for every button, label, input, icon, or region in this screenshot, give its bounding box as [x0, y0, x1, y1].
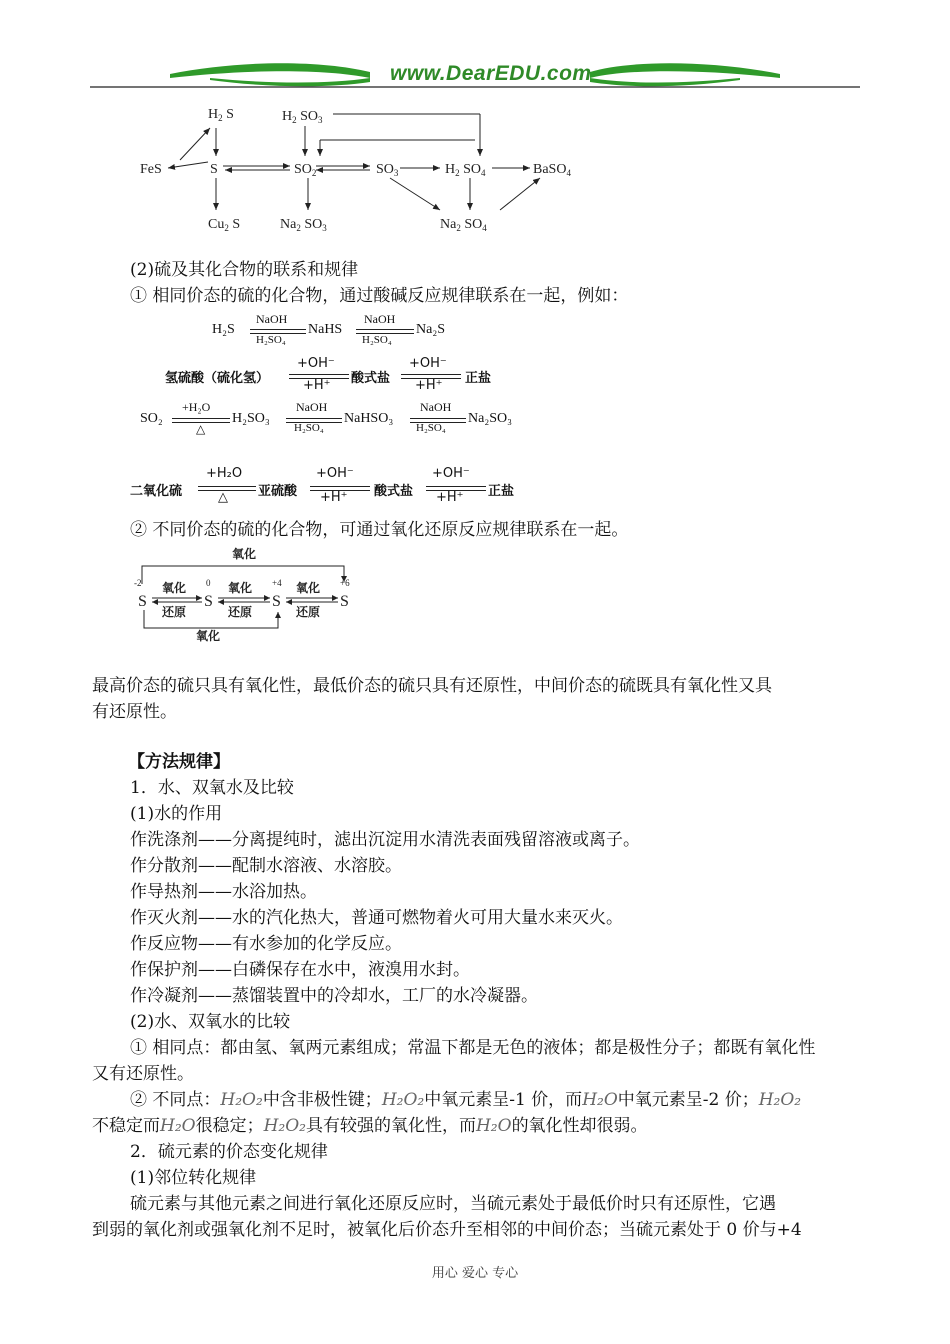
- svg-text:氧化: 氧化: [162, 581, 187, 595]
- sulfur-network-diagram: [130, 98, 600, 238]
- diagram-node-na2so4: [440, 217, 487, 233]
- diagram-arrows: [168, 114, 540, 210]
- svg-text:S: S: [272, 593, 281, 610]
- method-subheading-compare: (2)水、双氧水的比较: [130, 1012, 291, 1032]
- equation-hydrosulfuric: 氢硫酸（硫化氢） +OH⁻ +H⁺ 酸式盐 +OH⁻ +H⁺ 正盐: [165, 356, 492, 393]
- list-item: 作冷凝剂——蒸馏装置中的冷却水，工厂的水冷凝器。: [130, 986, 538, 1006]
- svg-text:H2 S: $H_2$ S: [208, 107, 234, 123]
- svg-text:S: S: [210, 162, 218, 177]
- method-subheading-water: (1)水的作用: [130, 804, 223, 824]
- adjacent-rule-line-1: 硫元素与其他元素之间进行氧化还原反应时，当硫元素处于最低价时只有还原性，它遇: [130, 1194, 776, 1214]
- svg-text:H2 SO3: $H_2$ $SO_3$: [282, 109, 323, 125]
- svg-text:氧化: 氧化: [196, 629, 221, 643]
- svg-text:FeS: FeS: [140, 162, 162, 177]
- svg-text:-2: -2: [134, 578, 142, 588]
- diagram-node-s: [210, 162, 218, 177]
- diff-points-line-1: ② 不同点：H₂O₂中含非极性键；H₂O₂中氧元素呈-1 价，而H₂O中氧元素呈-2 价；H₂O₂: [130, 1090, 802, 1110]
- svg-text:+6: +6: [340, 578, 350, 588]
- svg-text:S: S: [340, 593, 349, 610]
- adjacent-rule-line-2: 到弱的氧化剂或强氧化剂不足时，被氧化后价态升至相邻的中间价态；当硫元素处于 0 价与+4: [92, 1220, 802, 1240]
- diagram-node-h2so3: [282, 109, 323, 125]
- list-item: 作导热剂——水浴加热。: [130, 882, 317, 902]
- list-item: 作分散剂——配制水溶液、水溶胶。: [130, 856, 402, 876]
- svg-text:0: 0: [206, 578, 211, 588]
- same-points-line-1: ① 相同点：都由氢、氧两元素组成；常温下都是无色的液体；都是极性分子；都既有氧化性: [130, 1038, 816, 1058]
- diagram-node-baso4: [533, 162, 571, 178]
- svg-text:Cu2 S: $Cu_2$ S: [208, 217, 241, 233]
- method-title: 【方法规律】: [128, 752, 230, 772]
- summary-line-1: 最高价态的硫只具有氧化性，最低价态的硫只具有还原性，中间价态的硫既具有氧化性又具: [92, 676, 772, 696]
- svg-text:H2 SO4: $H_2$ $SO_4$: [445, 162, 486, 178]
- svg-text:氧化: 氧化: [296, 581, 321, 595]
- list-item: 作反应物——有水参加的化学反应。: [130, 934, 402, 954]
- equation-so2: SO₂ +H₂O △ H₂SO₃ NaOH H₂SO₄ NaHSO₃ NaOH H₂SO₄ Na₂SO₃: [140, 400, 512, 436]
- method-heading-2: 2．硫元素的价态变化规律: [130, 1142, 328, 1162]
- diagram-node-so3: [376, 162, 399, 178]
- equation-h2s: H₂S NaOH H₂SO₄ NaHS NaOH H₂SO₄ Na₂S: [212, 312, 445, 346]
- list-item: 作保护剂——白磷保存在水中，液溴用水封。: [130, 960, 470, 980]
- svg-text:还原: 还原: [296, 605, 321, 619]
- page-footer: 用心 爱心 专心: [431, 1266, 519, 1281]
- svg-text:Na2 SO4: $Na_2$ $SO_4$: [440, 217, 487, 233]
- svg-text:S: S: [138, 593, 147, 610]
- diagram-node-na2so3: [280, 217, 327, 233]
- list-item: 作灭火剂——水的汽化热大，普通可燃物着火可用大量水来灭火。: [130, 908, 623, 928]
- equation-sulfur-dioxide: 二氧化硫 +H₂O △ 亚硫酸 +OH⁻ +H⁺ 酸式盐 +OH⁻ +H⁺ 正盐: [130, 466, 515, 505]
- method-heading-1: 1．水、双氧水及比较: [130, 778, 294, 798]
- svg-text:S: S: [204, 593, 213, 610]
- summary-line-2: 有还原性。: [92, 702, 177, 722]
- svg-text:还原: 还原: [228, 605, 253, 619]
- paragraph-same-valence: ① 相同价态的硫的化合物，通过酸碱反应规律联系在一起，例如：: [130, 286, 629, 306]
- svg-text:SO2: $SO_2$: [294, 162, 317, 178]
- diagram-node-so2: [294, 162, 316, 178]
- svg-text:Na2 SO3: $Na_2$ $SO_3$: [280, 217, 327, 233]
- svg-text:+4: +4: [272, 578, 282, 588]
- method-subheading-adjacent: (1)邻位转化规律: [130, 1168, 257, 1188]
- svg-text:氧化: 氧化: [232, 547, 257, 561]
- diagram-node-h2s: [208, 107, 234, 123]
- redox-valence-diagram: [130, 544, 370, 648]
- paragraph-different-valence: ② 不同价态的硫的化合物，可通过氧化还原反应规律联系在一起。: [130, 520, 629, 540]
- diagram-node-h2so4: [445, 162, 486, 178]
- section-heading: (2)硫及其化合物的联系和规律: [130, 260, 359, 280]
- diff-points-line-2: 不稳定而H₂O很稳定；H₂O₂具有较强的氧化性，而H₂O的氧化性却很弱。: [92, 1116, 648, 1136]
- svg-text:SO3: $SO_3$: [376, 162, 399, 178]
- svg-text:氧化: 氧化: [228, 581, 253, 595]
- svg-text:还原: 还原: [162, 605, 187, 619]
- header-logo-text: www.DearEDU.com: [390, 62, 592, 85]
- svg-text:BaSO4: BaSO$_4$: [533, 162, 571, 178]
- same-points-line-2: 又有还原性。: [92, 1064, 194, 1084]
- page-header: [90, 58, 860, 90]
- diagram-node-fes: [140, 162, 162, 177]
- list-item: 作洗涤剂——分离提纯时，滤出沉淀用水清洗表面残留溶液或离子。: [130, 830, 640, 850]
- diagram-node-cu2s: [208, 217, 240, 233]
